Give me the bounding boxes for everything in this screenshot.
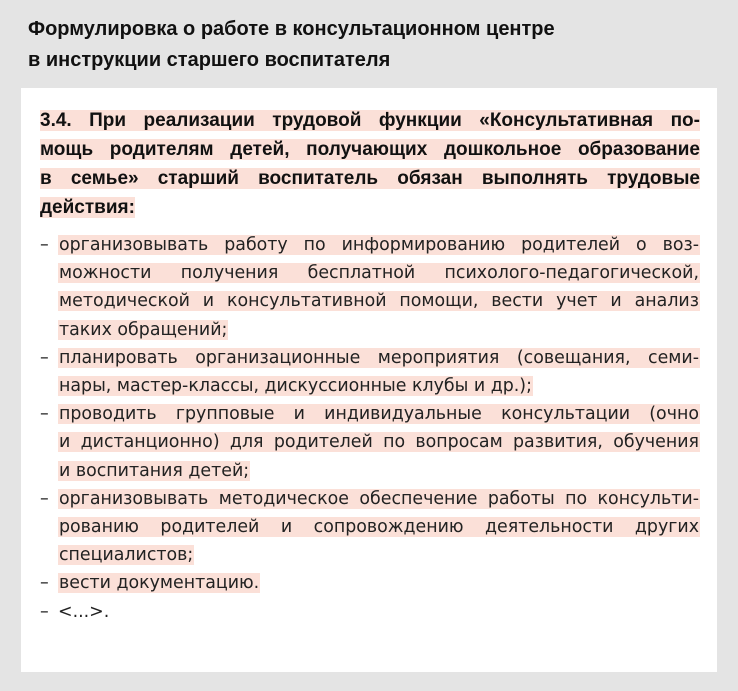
list-item-line — [58, 316, 700, 344]
list-item — [40, 598, 700, 626]
list-item-line — [58, 513, 700, 541]
list-item-text: организовывать работу по информированию родителей о воз- — [59, 235, 699, 255]
list-dash: – — [40, 488, 49, 509]
list-item-text: таких обращений; — [59, 319, 228, 340]
list-item-line — [58, 541, 700, 569]
list-item-text: можности получения бесплатной психолого-педагогической, — [59, 263, 699, 284]
list-item-line — [58, 598, 700, 626]
list-item-text: и воспитания детей; — [59, 460, 250, 481]
list-dash: – — [40, 573, 49, 594]
list-item — [40, 344, 700, 400]
list-item-line — [58, 231, 700, 259]
clause-heading-line — [40, 193, 700, 222]
clause-heading-line — [40, 106, 700, 135]
list-item-text: специалистов; — [59, 545, 194, 566]
clause-heading-text: действия: — [40, 197, 135, 218]
list-item-line — [58, 428, 700, 456]
list-item-line — [58, 485, 700, 513]
list-item-line — [58, 344, 700, 372]
list-dash: – — [40, 601, 49, 622]
list-item-line — [58, 287, 700, 315]
list-item-line — [58, 259, 700, 287]
clause-heading-text: в семье» старший воспитатель обязан выполнять трудовые — [40, 168, 700, 189]
clause-heading — [40, 106, 700, 222]
list-item-text: и дистанционно) для родителей по вопросам развития, обучения — [59, 432, 699, 453]
list-dash: – — [40, 347, 49, 368]
list-item-text: вести документацию. — [59, 573, 260, 594]
list-item — [40, 231, 700, 344]
list-item-line — [58, 457, 700, 485]
list-item — [40, 400, 700, 485]
clause-heading-line — [40, 164, 700, 193]
list-dash: – — [40, 404, 49, 425]
instruction-card — [21, 88, 717, 672]
list-item-line — [58, 400, 700, 428]
frame-title-line: Формулировка о работе в консультационном центре — [28, 18, 555, 40]
list-item — [40, 569, 700, 597]
list-item-line — [58, 372, 700, 400]
list-item-text: проводить групповые и индивидуальные консультации (очно — [59, 404, 699, 425]
list-item-line — [58, 569, 700, 597]
list-item-text: методической и консультативной помощи, вести учет и анализ — [59, 291, 699, 312]
frame-title — [28, 14, 718, 76]
clause-heading-text: 3.4. При реализации трудовой функции «Консультативная по- — [40, 110, 700, 131]
list-item — [40, 485, 700, 570]
clause-heading-line — [40, 135, 700, 164]
frame-title-line: в инструкции старшего воспитателя — [28, 49, 391, 71]
list-item-text: <...>. — [58, 601, 110, 622]
list-item-text: планировать организационные мероприятия (совещания, семи- — [59, 347, 699, 368]
list-item-text: организовывать методическое обеспечение работы по консульти- — [59, 488, 699, 509]
list-item-text: нары, мастер-классы, дискуссионные клубы и др.); — [59, 376, 532, 397]
list-item-text: рованию родителей и сопровождению деятельности других — [59, 517, 699, 538]
list-dash: – — [40, 235, 49, 255]
duties-list — [40, 231, 700, 626]
clause-heading-text: мощь родителям детей, получающих дошкольное образование — [40, 139, 700, 160]
